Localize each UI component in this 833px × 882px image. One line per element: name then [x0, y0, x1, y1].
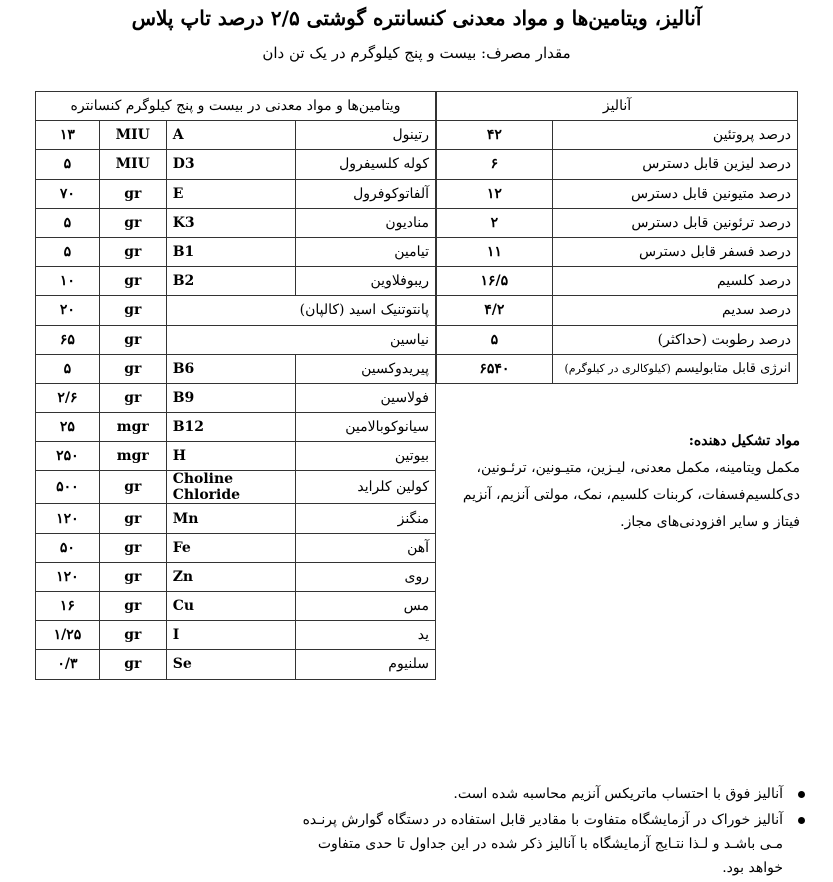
analysis-value: ۶۵۴۰ — [437, 354, 553, 383]
vitamin-name: کولین کلراید — [296, 471, 436, 504]
vitamin-unit: MIU — [99, 150, 166, 179]
vitamin-row — [36, 504, 436, 533]
vitamin-row — [36, 592, 436, 621]
analysis-label: درصد پروتئین — [552, 121, 797, 150]
analysis-row — [437, 121, 798, 150]
analysis-label: درصد فسفر قابل دسترس — [552, 237, 797, 266]
vitamin-name: پیریدوکسین — [296, 354, 436, 383]
vitamin-value: ۲/۶ — [36, 383, 100, 412]
vitamin-value: ۷۰ — [36, 179, 100, 208]
ingredients-line: فیتاز و سایر افزودنی‌های مجاز. — [620, 514, 800, 530]
vitamin-unit: gr — [99, 179, 166, 208]
vitamin-unit: gr — [99, 354, 166, 383]
analysis-label: درصد کلسیم — [552, 267, 797, 296]
vitamin-value: ۵ — [36, 150, 100, 179]
vitamin-row — [36, 150, 436, 179]
vitamin-symbol: B2 — [166, 267, 296, 296]
vitamin-value: ۱۲۰ — [36, 562, 100, 591]
vitamin-value: ۵ — [36, 208, 100, 237]
vitamin-row — [36, 354, 436, 383]
vitamin-name: تیامین — [296, 237, 436, 266]
vitamin-name: کوله کلسیفرول — [296, 150, 436, 179]
analysis-value: ۴۲ — [437, 121, 553, 150]
vitamin-name: رتینول — [296, 121, 436, 150]
vitamin-name: آهن — [296, 533, 436, 562]
vitamin-value: ۱۲۰ — [36, 504, 100, 533]
vitamin-value: ۱۳ — [36, 121, 100, 150]
analysis-row — [437, 237, 798, 266]
analysis-value: ۱۱ — [437, 237, 553, 266]
analysis-value: ۴/۲ — [437, 296, 553, 325]
vitamin-unit: gr — [99, 237, 166, 266]
vitamin-name: بیوتین — [296, 442, 436, 471]
vitamin-value: ۱/۲۵ — [36, 621, 100, 650]
vitamin-value: ۱۶ — [36, 592, 100, 621]
analysis-label: درصد لیزین قابل دسترس — [552, 150, 797, 179]
vitamin-name: مس — [296, 592, 436, 621]
vitamin-row — [36, 121, 436, 150]
vitamin-name: نیاسین — [166, 325, 435, 354]
vitamin-row — [36, 621, 436, 650]
vitamin-row — [36, 179, 436, 208]
vitamin-row — [36, 383, 436, 412]
vitamin-value: ۶۵ — [36, 325, 100, 354]
analysis-label: درصد ترئونین قابل دسترس — [552, 208, 797, 237]
analysis-row — [437, 179, 798, 208]
vitamin-unit: gr — [99, 621, 166, 650]
note-item — [300, 808, 805, 880]
ingredients-line: مکمل ویتامینه، مکمل معدنی، لیـزین، متیـونین، ترئـونین، — [476, 460, 800, 476]
vitamin-row — [36, 267, 436, 296]
vitamin-symbol: Mn — [166, 504, 296, 533]
vitamin-value: ۰/۳ — [36, 650, 100, 679]
analysis-row — [437, 150, 798, 179]
vitamin-value: ۵۰ — [36, 533, 100, 562]
vitamin-unit: gr — [99, 562, 166, 591]
vitamin-value: ۵۰۰ — [36, 471, 100, 504]
vitamin-name: ید — [296, 621, 436, 650]
vitamin-unit: gr — [99, 592, 166, 621]
analysis-value: ۱۲ — [437, 179, 553, 208]
analysis-label-text: انرژی قابل متابولیسم — [674, 361, 791, 377]
page-subtitle: مقدار مصرف: بیست و پنج کیلوگرم در یک تن دان — [262, 44, 571, 62]
analysis-row — [437, 208, 798, 237]
vitamin-row — [36, 442, 436, 471]
bullet-icon — [798, 791, 805, 798]
vitamin-symbol: B6 — [166, 354, 296, 383]
analysis-value: ۵ — [437, 325, 553, 354]
note-text: آنالیز فوق با احتساب ماتریکس آنزیم محاسبه شده است. — [453, 786, 783, 802]
analysis-value: ۲ — [437, 208, 553, 237]
vitamin-name: آلفاتوکوفرول — [296, 179, 436, 208]
vitamin-name: پانتوتنیک اسید (کالپان) — [166, 296, 435, 325]
analysis-table — [436, 91, 798, 384]
analysis-label: درصد رطوبت (حداکثر) — [552, 325, 797, 354]
vitamin-value: ۲۰ — [36, 296, 100, 325]
vitamin-unit: gr — [99, 471, 166, 504]
vitamin-unit: gr — [99, 267, 166, 296]
vitamin-unit: gr — [99, 208, 166, 237]
vitamin-unit: mgr — [99, 413, 166, 442]
vitamin-symbol: I — [166, 621, 296, 650]
vitamin-value: ۱۰ — [36, 267, 100, 296]
analysis-label: درصد سدیم — [552, 296, 797, 325]
analysis-row — [437, 354, 798, 383]
bullet-icon — [798, 817, 805, 824]
vitamin-unit: gr — [99, 296, 166, 325]
vitamin-symbol: Choline Chloride — [166, 471, 296, 504]
vitamin-symbol: B9 — [166, 383, 296, 412]
vitamin-name: روی — [296, 562, 436, 591]
analysis-value: ۶ — [437, 150, 553, 179]
vitamins-table — [35, 91, 436, 680]
vitamin-symbol: A — [166, 121, 296, 150]
note-item — [300, 782, 805, 806]
vitamin-row — [36, 208, 436, 237]
vitamin-unit: gr — [99, 533, 166, 562]
vitamin-symbol: B1 — [166, 237, 296, 266]
vitamin-unit: gr — [99, 650, 166, 679]
vitamins-header: ویتامین‌ها و مواد معدنی در بیست و پنج کیلوگرم کنسانتره — [36, 92, 436, 121]
vitamin-unit: gr — [99, 504, 166, 533]
vitamin-symbol: Se — [166, 650, 296, 679]
ingredients-line: دی‌کلسیم‌فسفات، کربنات کلسیم، نمک، مولتی آنزیم، آنزیم — [462, 487, 800, 503]
vitamin-row — [36, 325, 436, 354]
analysis-header: آنالیز — [437, 92, 798, 121]
notes-section — [300, 782, 805, 882]
vitamin-symbol: B12 — [166, 413, 296, 442]
vitamin-row — [36, 413, 436, 442]
analysis-label: درصد متیونین قابل دسترس — [552, 179, 797, 208]
vitamin-unit: MIU — [99, 121, 166, 150]
vitamin-symbol: E — [166, 179, 296, 208]
vitamin-row — [36, 562, 436, 591]
vitamin-name: فولاسین — [296, 383, 436, 412]
vitamin-row — [36, 296, 436, 325]
vitamin-symbol: Cu — [166, 592, 296, 621]
note-text: آنالیز خوراک در آزمایشگاه متفاوت با مقادیر قابل استفاده در دستگاه گوارش پرنـده مـی باشـد و لـذا نتـایج آزمایشگاه با آنالیز ذکر شده در این جداول تا حدی متفاوت خواهد بود. — [302, 812, 783, 876]
vitamin-value: ۵ — [36, 354, 100, 383]
vitamin-symbol: H — [166, 442, 296, 471]
vitamin-symbol: K3 — [166, 208, 296, 237]
vitamin-symbol: D3 — [166, 150, 296, 179]
vitamin-row — [36, 533, 436, 562]
vitamin-unit: gr — [99, 325, 166, 354]
ingredients-heading: مواد تشکیل دهنده: — [688, 433, 800, 449]
vitamin-name: سیانوکوبالامین — [296, 413, 436, 442]
vitamin-value: ۵ — [36, 237, 100, 266]
analysis-label — [552, 354, 797, 383]
vitamin-name: منگنز — [296, 504, 436, 533]
vitamin-symbol: Zn — [166, 562, 296, 591]
analysis-row — [437, 267, 798, 296]
vitamin-row — [36, 650, 436, 679]
vitamin-name: ریبوفلاوین — [296, 267, 436, 296]
analysis-label-unit: (کیلوکالری در کیلوگرم) — [564, 362, 671, 376]
analysis-value: ۱۶/۵ — [437, 267, 553, 296]
vitamin-unit: mgr — [99, 442, 166, 471]
vitamin-row — [36, 471, 436, 504]
vitamin-name: سلنیوم — [296, 650, 436, 679]
vitamin-value: ۲۵۰ — [36, 442, 100, 471]
analysis-row — [437, 296, 798, 325]
vitamin-name: منادیون — [296, 208, 436, 237]
vitamin-unit: gr — [99, 383, 166, 412]
vitamin-value: ۲۵ — [36, 413, 100, 442]
page-title: آنالیز، ویتامین‌ها و مواد معدنی کنسانتره گوشتی ۲/۵ درصد تاپ پلاس — [131, 6, 702, 30]
vitamin-row — [36, 237, 436, 266]
ingredients-section — [445, 428, 800, 536]
analysis-row — [437, 325, 798, 354]
vitamin-symbol: Fe — [166, 533, 296, 562]
